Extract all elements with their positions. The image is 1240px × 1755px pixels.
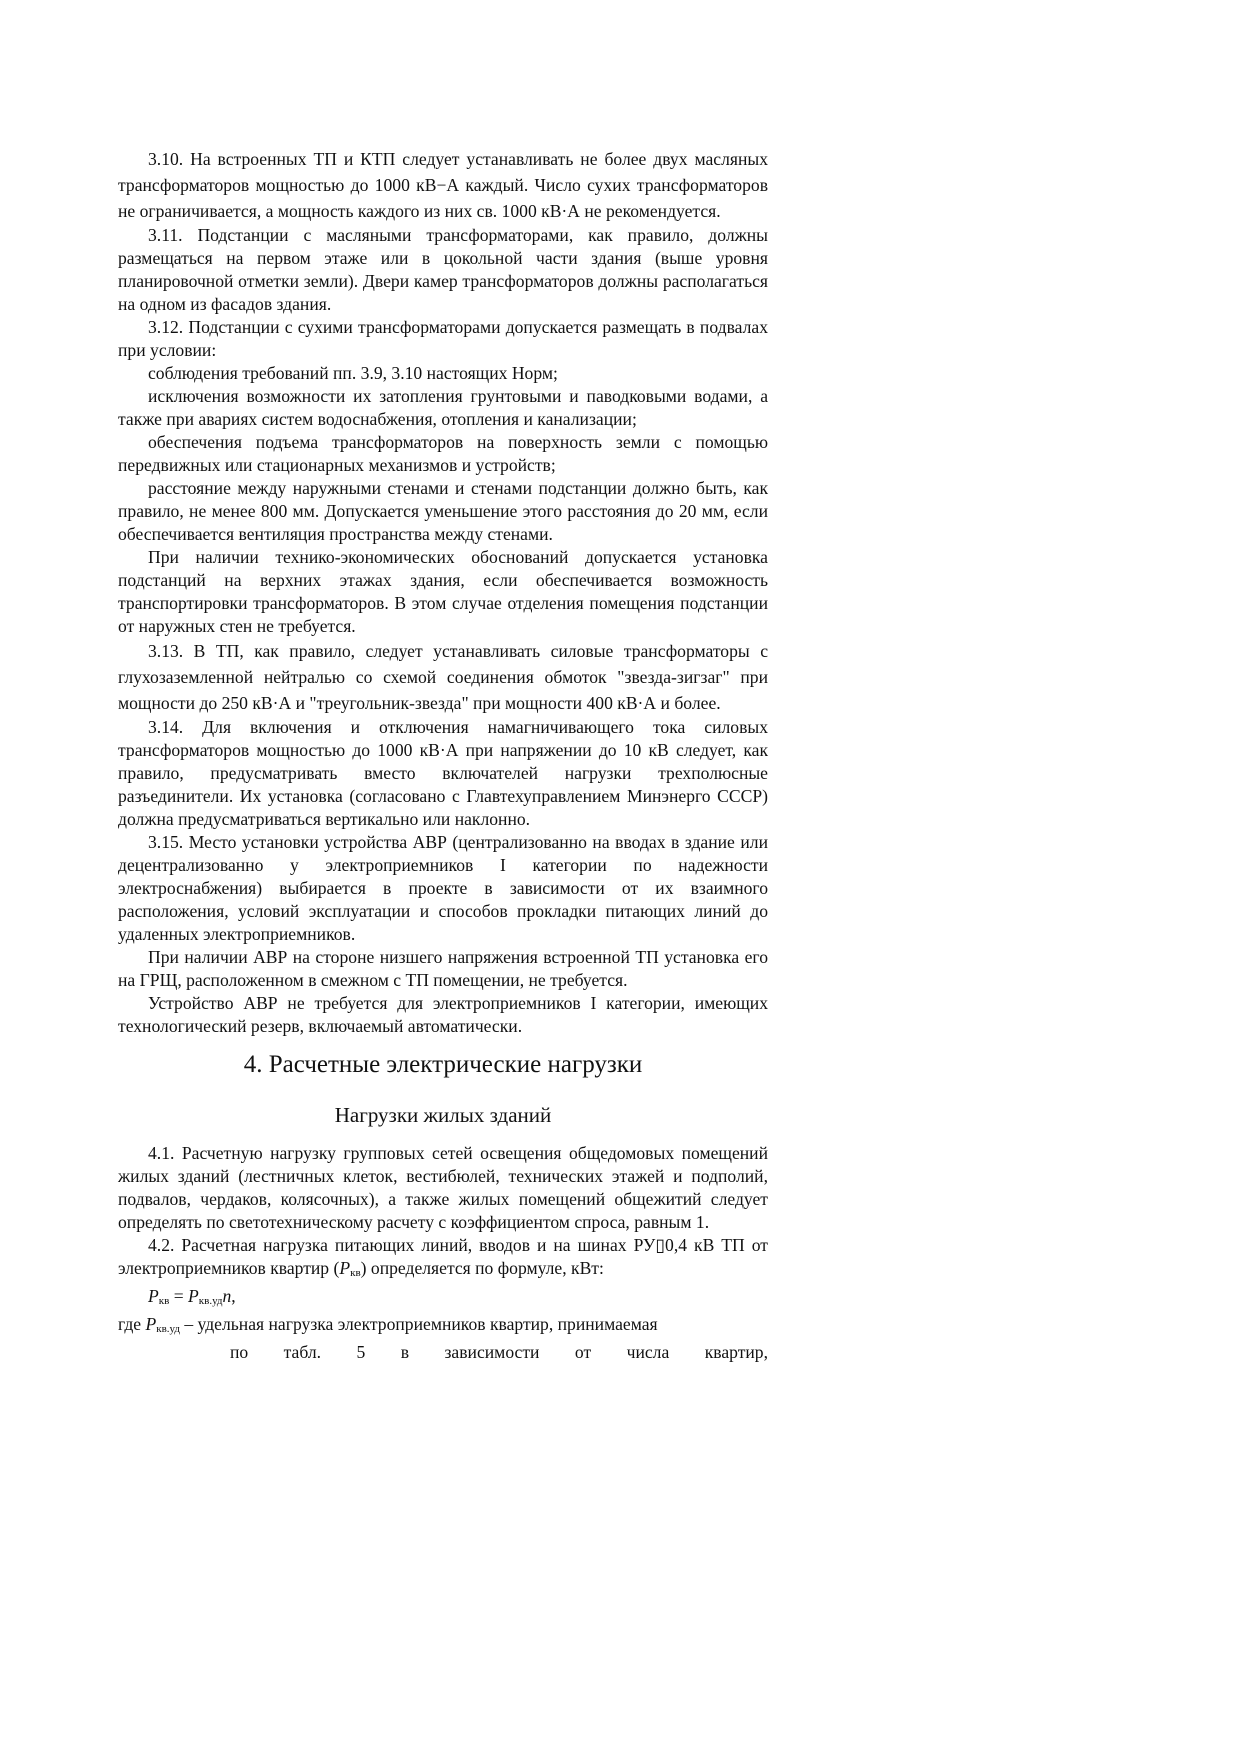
paragraph-3-12-item-5: При наличии технико-экономических обоснований допускается установка подстанций на верхних этажах здания, если обеспечивается возможность транспортировки трансформаторов. В этом случае отделения помещения подстанции от наружных стен не требуется. bbox=[118, 547, 768, 636]
document-page bbox=[118, 146, 768, 1364]
paragraph-3-12-item-2: исключения возможности их затопления грунтовыми и паводковыми водами, а также при авариях систем водоснабжения, отопления и канализации; bbox=[118, 386, 768, 429]
symbol-p-subscript: кв bbox=[350, 1267, 361, 1279]
formula-tail: , bbox=[231, 1286, 236, 1306]
where-lead: где bbox=[118, 1314, 146, 1334]
where-symbol-subscript: кв.уд bbox=[156, 1323, 180, 1335]
formula-rhs: P bbox=[188, 1286, 199, 1306]
paragraph-4-2 bbox=[118, 1234, 768, 1285]
paragraph-3-15: 3.15. Место установки устройства АВР (централизованно на вводах в здание или децентрализованно у электроприемников I категории по надежности электроснабжения) выбирается в проекте в зависимости от их взаимного расположения, условий эксплуатации и способов прокладки питающих линий до удаленных электроприемников. bbox=[118, 832, 768, 944]
paragraph-3-12: 3.12. Подстанции с сухими трансформаторами допускается размещать в подвалах при условии: bbox=[118, 317, 768, 360]
paragraph-3-12-item-1: соблюдения требований пп. 3.9, 3.10 настоящих Норм; bbox=[148, 363, 558, 383]
paragraph-4-2-before: 4.2. Расчетная нагрузка питающих линий, вводов и на шинах РУ▯0,4 кВ ТП от электроприемников квартир ( bbox=[118, 1235, 768, 1278]
where-rest: – удельная нагрузка электроприемников квартир, принимаемая bbox=[179, 1314, 658, 1334]
paragraph-3-13: 3.13. В ТП, как правило, следует устанавливать силовые трансформаторы с глухозаземленной нейтралью со схемой соединения обмоток "звезда-зигзаг" при мощности до 250 кВ·А и "треугольник-звезда" при мощности 400 кВ·А и более. bbox=[118, 641, 768, 713]
paragraph-4-1: 4.1. Расчетную нагрузку групповых сетей освещения общедомовых помещений жилых зданий (лестничных клеток, вестибюлей, технических этажей и подполий, подвалов, чердаков, колясочных), а также жилых помещений общежитий следует определять по светотехническому расчету с коэффициентом спроса, равным 1. bbox=[118, 1143, 768, 1232]
paragraph-3-10: 3.10. На встроенных ТП и КТП следует устанавливать не более двух масляных трансформаторов мощностью до 1000 кВ−А каждый. Число сухих трансформаторов не ограничивается, а мощность каждого из них св. 1000 кВ·А не рекомендуется. bbox=[118, 149, 768, 221]
formula-lhs: P bbox=[148, 1286, 159, 1306]
where-continuation: по табл. 5 в зависимости от числа квартир, bbox=[230, 1342, 768, 1362]
paragraph-3-12-item-4: расстояние между наружными стенами и стенами подстанции должно быть, как правило, не менее 800 мм. Допускается уменьшение этого расстояния до 20 мм, если обеспечивается вентиляция пространства между стенами. bbox=[118, 478, 768, 544]
formula bbox=[118, 1285, 768, 1313]
paragraph-3-15-note-1: При наличии АВР на стороне низшего напряжения встроенной ТП установка его на ГРЩ, расположенном в смежном с ТП помещении, не требуется. bbox=[118, 947, 768, 990]
paragraph-3-11: 3.11. Подстанции с масляными трансформаторами, как правило, должны размещаться на первом этаже или в цокольной части здания (выше уровня планировочной отметки земли). Двери камер трансформаторов должны располагаться на одном из фасадов здания. bbox=[118, 225, 768, 314]
formula-equals: = bbox=[169, 1286, 189, 1306]
subsection-title: Нагрузки жилых зданий bbox=[334, 1103, 552, 1127]
paragraph-3-12-item-3: обеспечения подъема трансформаторов на поверхность земли с помощью передвижных или стационарных механизмов и устройств; bbox=[118, 432, 768, 475]
paragraph-4-2-after: ) определяется по формуле, кВт: bbox=[360, 1258, 604, 1278]
formula-rhs-subscript: кв.уд bbox=[198, 1295, 223, 1307]
formula-lhs-subscript: кв bbox=[158, 1295, 170, 1307]
formula-n: n bbox=[222, 1286, 232, 1306]
where-symbol: P bbox=[145, 1314, 157, 1334]
where-clause bbox=[118, 1313, 768, 1364]
section-title: 4. Расчетные электрические нагрузки bbox=[243, 1051, 643, 1078]
symbol-p: P bbox=[339, 1258, 351, 1278]
paragraph-3-14: 3.14. Для включения и отключения намагничивающего тока силовых трансформаторов мощностью до 1000 кВ·А при напряжении до 10 кВ следует, как правило, предусматривать вместо включателей нагрузки трехполюсные разъединители. Их установка (согласовано с Главтехуправлением Минэнерго СССР) должна предусматриваться вертикально или наклонно. bbox=[118, 717, 768, 829]
paragraph-3-15-note-2: Устройство АВР не требуется для электроприемников I категории, имеющих технологический резерв, включаемый автоматически. bbox=[118, 993, 768, 1036]
